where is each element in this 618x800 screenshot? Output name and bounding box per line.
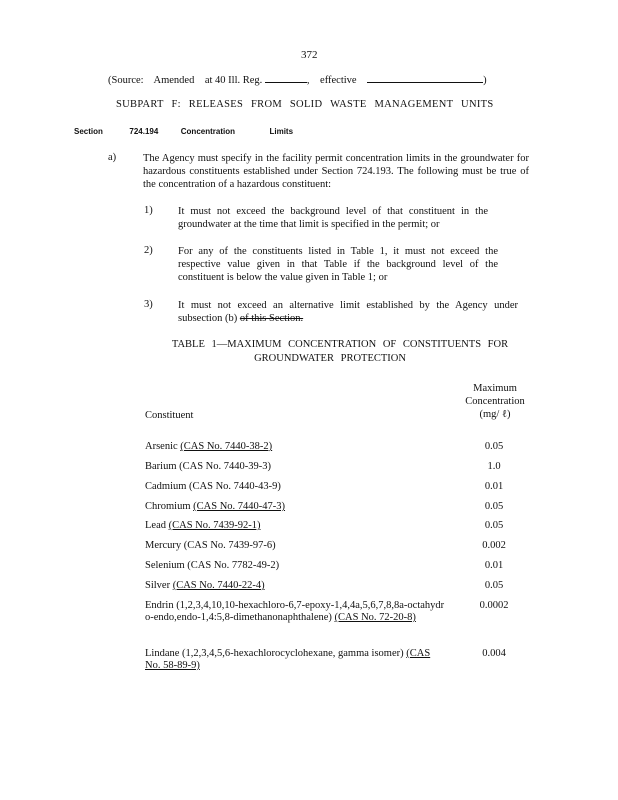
source-close: ): [483, 75, 487, 86]
item-3-text-main: It must not exceed an alternative limit established by the Agency under subsection (b): [178, 300, 518, 324]
table-row-mercury: [145, 540, 405, 552]
table-value-barium: 1.0: [487, 461, 501, 472]
column-header-maximum-line-3: (mg/ ℓ): [479, 409, 511, 420]
cas-number: (CAS No. 7440-22-4): [172, 580, 265, 591]
item-1-text: It must not exceed the background level of that constituent in the groundwater at the time that limit is specified in the permit; or: [178, 206, 488, 230]
cas-number: (CAS No. 7782-49-2): [187, 560, 280, 571]
constituent-name: Chromium: [145, 501, 191, 512]
page-number: 372: [301, 49, 318, 61]
table-row-selenium: [145, 560, 405, 572]
table-row-endrin: [145, 600, 445, 624]
table-row-cadmium: [145, 481, 405, 493]
cas-number: (CAS No. 7440-47-3): [193, 501, 286, 512]
table-value-silver: 0.05: [484, 580, 504, 591]
cas-number: (CAS No. 58-89-9): [145, 648, 431, 671]
column-header-maximum: [455, 382, 535, 421]
table-row-silver: [145, 580, 405, 592]
constituent-name: Cadmium: [145, 481, 187, 492]
cas-number: (CAS No. 7439-92-1): [168, 520, 261, 531]
item-3-marker: 3): [144, 299, 153, 310]
source-effective: effective: [320, 75, 357, 86]
table-row-barium: [145, 461, 405, 473]
source-amended: Amended: [153, 75, 195, 86]
constituent-name: Silver: [145, 580, 171, 591]
section-label: Section: [74, 127, 103, 136]
table-row-lindane: [145, 648, 445, 672]
table-value-selenium: 0.01: [484, 560, 504, 571]
table-row-lead: [145, 520, 405, 532]
constituent-name: Barium: [145, 461, 177, 472]
cas-number: (CAS No. 7440-39-3): [179, 461, 271, 472]
section-heading: [74, 127, 293, 136]
table-value-lead: 0.05: [484, 520, 504, 531]
table-value-lindane: 0.004: [482, 648, 506, 659]
source-prefix: (Source:: [108, 75, 144, 86]
item-3-deleted-text: of this Section.: [239, 313, 304, 324]
constituent-name: Lead: [145, 520, 166, 531]
column-header-constituent: Constituent: [145, 410, 194, 421]
source-note: (Source: Amended at 40 Ill. Reg. , effective ): [108, 75, 487, 86]
table-value-mercury: 0.002: [482, 540, 506, 551]
source-register: at 40 Ill. Reg.: [204, 75, 263, 86]
constituent-name: Lindane (1,2,3,4,5,6-hexachlorocyclohexane, gamma isomer): [145, 648, 404, 659]
constituent-name: Selenium: [145, 560, 185, 571]
cas-number: (CAS No. 7440-43-9): [189, 481, 281, 492]
section-title-word-2: Limits: [269, 127, 294, 136]
cas-number: (CAS No. 7440-38-2): [180, 441, 273, 452]
table-title-line-2: GROUNDWATER PROTECTION: [254, 353, 406, 364]
constituent-name: Arsenic: [145, 441, 178, 452]
item-3-text: [178, 299, 518, 325]
paragraph-a-marker: a): [108, 152, 117, 163]
constituent-name: Mercury: [145, 540, 182, 551]
constituent-name: Endrin (1,2,3,4,10,10-hexachloro-6,7-epoxy-1,4,4a,5,6,7,8,8a-octahydro-endo,endo-1,4:5,8-dimethanonaphthalene): [145, 600, 445, 623]
table-row-chromium: [145, 501, 405, 513]
section-title-word-1: Concentration: [180, 127, 235, 136]
column-header-maximum-line-1: Maximum: [473, 383, 517, 394]
column-header-maximum-line-2: Concentration: [465, 396, 525, 407]
section-number: 724.194: [129, 127, 159, 136]
cas-number: (CAS No. 7439-97-6): [183, 540, 276, 551]
paragraph-a-text: The Agency must specify in the facility permit concentration limits in the groundwater for hazardous constituents established under Section 724.193. The following must be true of the concentration of a hazardous constituent:: [143, 153, 529, 190]
cas-number: (CAS No. 72-20-8): [334, 612, 416, 623]
table-title-line-1: TABLE 1—MAXIMUM CONCENTRATION OF CONSTITUENTS FOR: [171, 339, 509, 350]
table-value-arsenic: 0.05: [484, 441, 504, 452]
table-value-cadmium: 0.01: [484, 481, 504, 492]
table-value-chromium: 0.05: [484, 501, 504, 512]
subpart-heading: SUBPART F: RELEASES FROM SOLID WASTE MANAGEMENT UNITS: [116, 99, 494, 110]
item-2-marker: 2): [144, 245, 153, 256]
register-page-blank: [265, 73, 307, 83]
effective-date-blank: [367, 73, 483, 83]
item-1-marker: 1): [144, 205, 153, 216]
item-2-text: For any of the constituents listed in Table 1, it must not exceed the respective value given in that Table if the background level of the constituent is below the value given in Table 1; or: [178, 246, 498, 283]
table-row-arsenic: [145, 441, 405, 453]
table-value-endrin: 0.0002: [479, 600, 509, 611]
